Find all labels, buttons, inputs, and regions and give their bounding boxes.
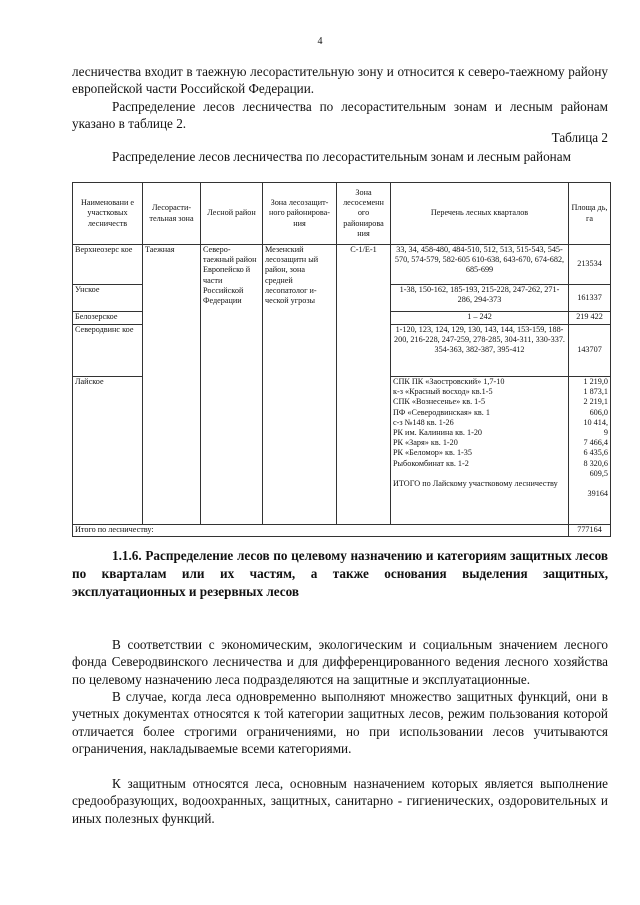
row-area: 161337 (569, 285, 611, 312)
header-zone: Лесорасти-тельная зона (143, 183, 201, 245)
row-quarters: 1 – 242 (391, 312, 569, 325)
row-name: Белозерское (73, 312, 143, 325)
lay-area: 606,0 (589, 407, 608, 417)
lay-total-label: ИТОГО по Лайскому участковому лесничеству (393, 478, 558, 488)
row-area: 219 422 (569, 312, 611, 325)
table-title: Распределение лесов лесничества по лесорастительным зонам и лесным районам (112, 149, 571, 164)
lay-total-area: 39164 (587, 489, 608, 499)
header-quarters: Перечень лесных кварталов (391, 183, 569, 245)
lay-area: 10 414, (583, 417, 608, 427)
table-row (73, 245, 611, 285)
lay-item: СПК ПК «Заостровский» 1,7-10 (393, 377, 505, 386)
body-paragraph-1: В соответствии с экономическим, экологическим и социальным значением лесного фонда Северодвинского лесничества и для дифференцированного ведения лесного хозяйства по целевому назначению леса подразделяются на защитные и эксплуатационные. (72, 637, 608, 687)
lay-area: 2 219,1 (583, 397, 608, 407)
lay-area: 609,5 (589, 468, 608, 478)
intro-paragraph-1: лесничества входит в таежную лесорастительную зону и относится к северо-таежному району европейской части Российской Федерации. (72, 64, 608, 97)
district-cell: Северо-таежный район Европейско й части Российской Федерации (201, 245, 263, 525)
body-paragraph-2: В случае, когда леса одновременно выполняют множество защитных функций, они в учетных документах относятся к той категории защитных лесов, режим пользования которой отличается более строгими ограничениями, но при использовании лесов учитываются ограничения, накладываемые всеми категориями. (72, 689, 608, 757)
header-district: Лесной район (201, 183, 263, 245)
intro-paragraph-2: Распределение лесов лесничества по лесорастительным зонам и лесным районам указано в таблице 2. (72, 99, 608, 132)
lay-item: РК «Беломор» кв. 1-35 (393, 448, 472, 458)
page-number: 4 (317, 36, 323, 47)
body-paragraph-3: К защитным относятся леса, основным назначением которых является выполнение средообразующих, водоохранных, защитных, санитарно - гигиенических, оздоровительных и иных полезных функций. (72, 776, 608, 826)
lay-item: СПК «Вознесенье» кв. 1-5 (393, 397, 486, 407)
protective-zone-cell: Мезенский лесозащитн ый район, зона средней лесопатолог и-ческой угрозы (263, 245, 337, 525)
row-name: Лайское (73, 377, 143, 525)
lay-item: к-з «Красный восход» кв.1-5 (393, 387, 493, 397)
lay-areas-cell (569, 377, 611, 525)
lay-area: 7 466,4 (583, 438, 608, 448)
lay-area: 8 320,6 (583, 458, 608, 468)
header-forestry: Наименовани е участковых лесничеств (73, 183, 143, 245)
lay-area: 1 873,1 (583, 387, 608, 397)
zone-cell: Таежная (143, 245, 201, 525)
lay-item: РК им. Калинина кв. 1-20 (393, 428, 483, 438)
section-heading (72, 547, 608, 601)
header-protective-zone: Зона лесозащит-ного районирова-ния (263, 183, 337, 245)
seed-zone-cell: С-1/Е-1 (337, 245, 391, 525)
lay-area: 1 219,0 (583, 377, 608, 386)
row-quarters: 33, 34, 458-480, 484-510, 512, 513, 515-543, 545-570, 574-579, 582-605 610-638, 643-670, 674-682, 685-699 (391, 245, 569, 285)
lay-item: Рыбокомбинат кв. 1-2 (393, 458, 469, 468)
section-title: Распределение лесов по целевому назначению и категориям защитных лесов по кварталам или их частям, а также основания выделения защитных, эксплуатационных и резервных лесов (72, 548, 608, 599)
lay-area: 9 (603, 428, 608, 438)
row-name: Унское (73, 285, 143, 312)
header-area: Площа дь, га (569, 183, 611, 245)
grand-total-row (73, 525, 611, 537)
table-header-row (73, 183, 611, 245)
row-name: Северодвинс кое (73, 325, 143, 377)
row-area: 143707 (569, 325, 611, 377)
lay-item: ПФ «Северодвинская» кв. 1 (393, 407, 490, 417)
row-area: 213534 (569, 245, 611, 285)
header-seed-zone: Зона лесосеменн ого районирова ния (337, 183, 391, 245)
grand-total-area: 777164 (569, 525, 611, 537)
section-number: 1.1.6. (112, 548, 142, 563)
lay-item: с-з №148 кв. 1-26 (393, 417, 454, 427)
forest-distribution-table (72, 182, 611, 537)
lay-item: РК «Заря» кв. 1-20 (393, 438, 458, 448)
lay-area: 6 435,6 (583, 448, 608, 458)
row-quarters: 1-120, 123, 124, 129, 130, 143, 144, 153-159, 188-200, 216-228, 247-259, 278-285, 304-311, 330-337. 354-363, 382-387, 395-412 (391, 325, 569, 377)
grand-total-label: Итого по лесничеству: (73, 525, 569, 537)
lay-quarters-cell (391, 377, 569, 525)
table-label: Таблица 2 (551, 130, 608, 145)
row-quarters: 1-38, 150-162, 185-193, 215-228, 247-262, 271-286, 294-373 (391, 285, 569, 312)
row-name: Верхнеозерс кое (73, 245, 143, 285)
